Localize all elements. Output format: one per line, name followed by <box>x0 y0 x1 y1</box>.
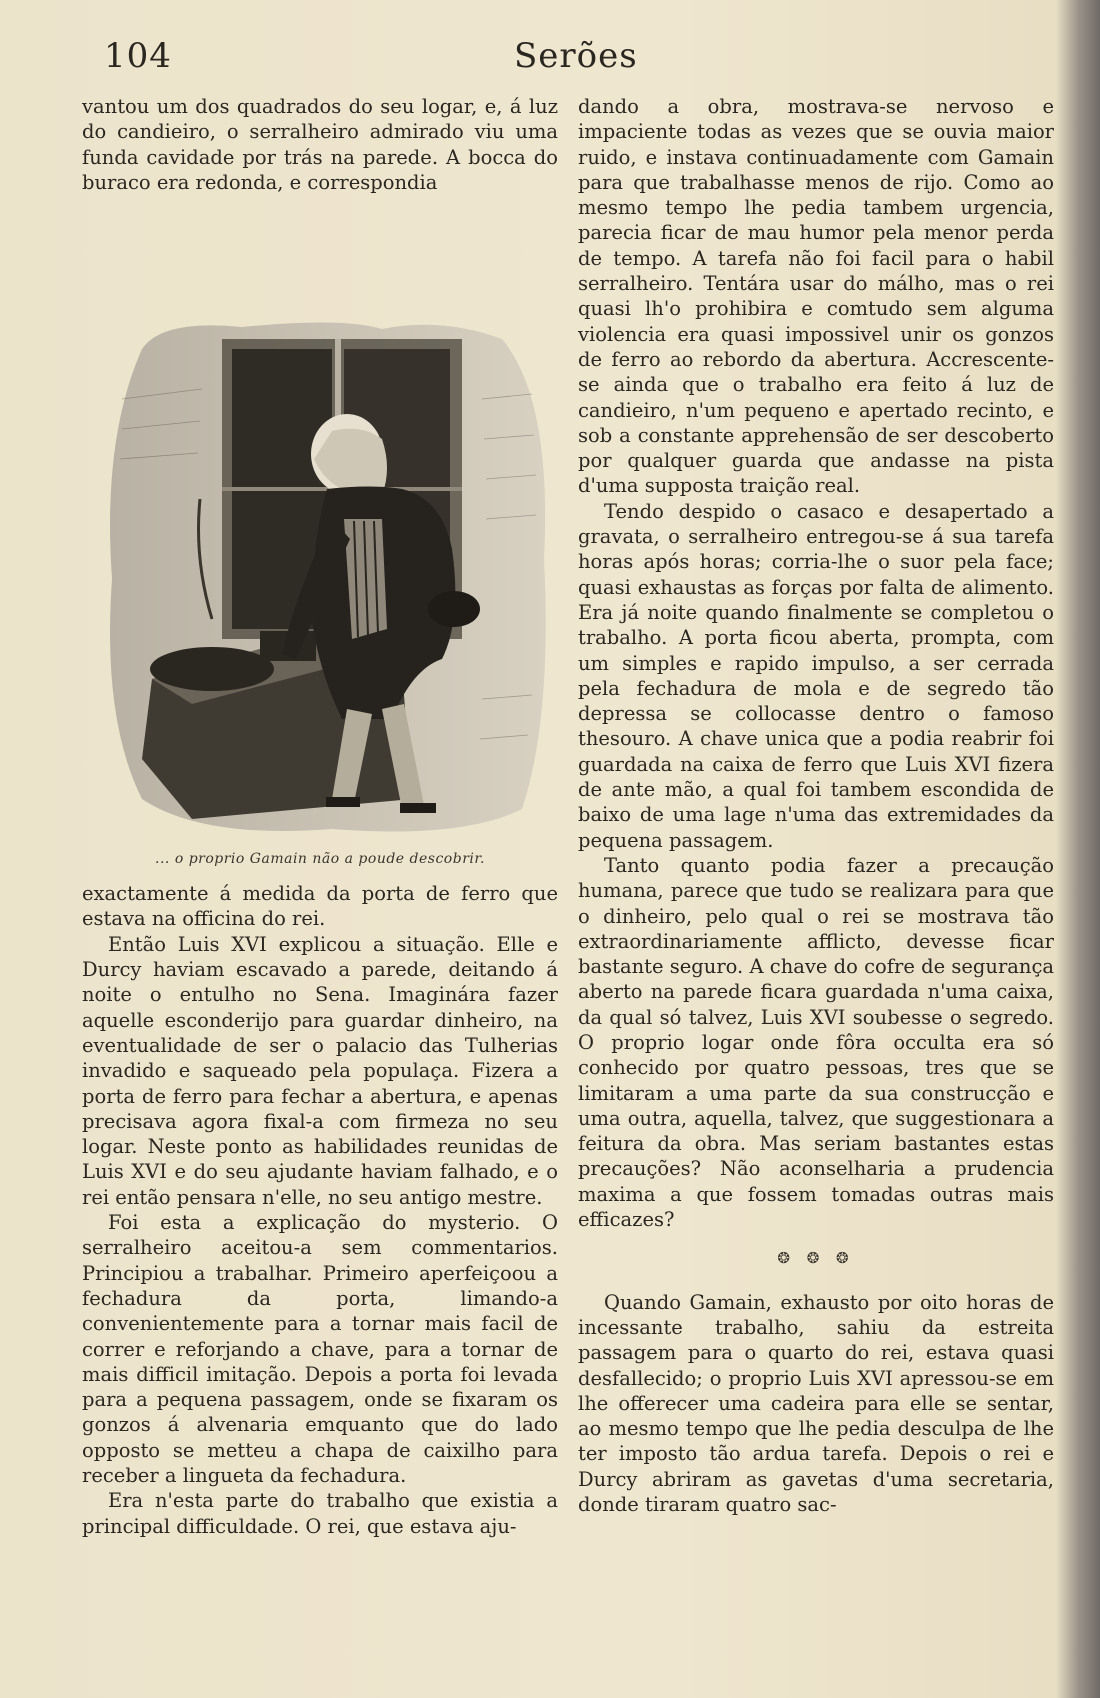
paragraph: dando a obra, mostrava-se nervoso e impaciente todas as vezes que se ouvia maior ruido, e instava continuadamente com Gamain para que trabalhasse menos de rijo. Como ao mesmo tempo lhe pedia tambem urgencia, parecia ficar de mau humor pela menor perda de tempo. A tarefa não foi facil para o habil serralheiro. Tentára usar do málho, mas o rei quasi lh'o prohibira e comtudo sem alguma violencia era quasi impossivel unir os gonzos de ferro ao rebordo da abertura. Accrescente-se ainda que o trabalho era feito á luz de candieiro, n'um pequeno e apertado recinto, e sob a constante apprehensão de ser descoberto por qualquer guarda que andasse na pista d'uma supposta traição real. <box>578 95 1054 498</box>
paragraph: Então Luis XVI explicou a situação. Elle e Durcy haviam escavado a parede, deitando á noite o entulho no Sena. Imaginára fazer aquelle esconderijo para guardar dinheiro, na eventualidade de ser o palacio das Tulherias invadido e saqueado pela populaça. Fizera a porta de ferro para fechar a abertura, e apenas precisava agora fixal-a com firmeza no seu logar. Neste ponto as habilidades reunidas de Luis XVI e do seu ajudante haviam falhado, e o rei então pensara n'elle, no seu antigo mestre. <box>82 932 558 1209</box>
paragraph: Tanto quanto podia fazer a precaução humana, parece que tudo se realizara para que o dinheiro, pelo qual o rei se mostrava tão extraordinariamente afflicto, devesse ficar bastante seguro. A chave do cofre de segurança aberto na parede ficara guardada n'uma caixa, da qual só talvez, Luis XVI soubesse o segredo. O proprio logar onde fôra occulta era só conhecido por quatro pessoas, tres que se limitaram a uma parte da sua construcção e uma outra, aquella, talvez, que suggestionara a feitura da obra. Mas seriam bastantes estas precauções? Não aconselharia a prudencia maxima a que fossem tomadas outras mais efficazes? <box>578 853 1054 1232</box>
paragraph: Tendo despido o casaco e desapertado a gravata, o serralheiro entregou-se á sua tarefa horas após horas; corria-lhe o suor pela face; quasi exhaustas as forças por falta de alimento. Era já noite quando finalmente se completou o trabalho. A porta ficou aberta, prompta, com um simples e rapido impulso, a ser cerrada pela fechadura de mola e de segredo tão depressa se collocasse dentro o famoso thesouro. A chave unica que a podia reabrir foi guardada na caixa de ferro que Luis XVI fizera de ante mão, a qual foi tambem escondida de baixo de uma lage n'uma das extremidades da pequena passagem. <box>578 499 1054 852</box>
right-column <box>578 94 1054 1517</box>
page-number: 104 <box>104 36 172 76</box>
paragraph: Foi esta a explicação do mysterio. O serralheiro aceitou-a sem commentarios. Principiou a trabalhar. Primeiro aperfeiçoou a fechadura da porta, limando-a convenientemente para a tornar mais facil de correr e reforjando a chave, para a tornar de mais difficil imitação. Depois a porta foi levada para a pequena passagem, onde se fixaram os gonzos á alvenaria emquanto que do lado opposto se metteu a chapa de caixilho para receber a lingueta da fechadura. <box>82 1211 558 1488</box>
paragraph: exactamente á medida da porta de ferro que estava na officina do rei. <box>82 882 558 931</box>
left-column <box>82 94 558 1539</box>
engraving-illustration <box>82 199 558 839</box>
paragraph: Era n'esta parte do trabalho que existia a principal difficuldade. O rei, que estava aju- <box>82 1489 558 1538</box>
figure-caption: ... o proprio Gamain não a poude descobrir. <box>155 851 485 868</box>
illustration-figure <box>82 199 558 875</box>
paragraph: Quando Gamain, exhausto por oito horas de incessante trabalho, sahiu da estreita passagem para o quarto do rei, estava quasi desfallecido; o proprio Luis XVI apressou-se em lhe offerecer uma cadeira para elle se sentar, ao mesmo tempo que lhe pedia desculpa de lhe ter imposto tão ardua tarefa. Depois o rei e Durcy abriram as gavetas d'uma secretaria, donde tiraram quatro sac- <box>578 1290 1054 1517</box>
paragraph: vantou um dos quadrados do seu logar, e, á luz do candieiro, o serralheiro admirado viu uma funda cavidade por trás na parede. A bocca do buraco era redonda, e correspondia <box>82 95 558 194</box>
section-ornament: ❂ ❂ ❂ <box>777 1249 855 1268</box>
page-header <box>84 36 1064 86</box>
running-title: Serões <box>514 36 638 76</box>
